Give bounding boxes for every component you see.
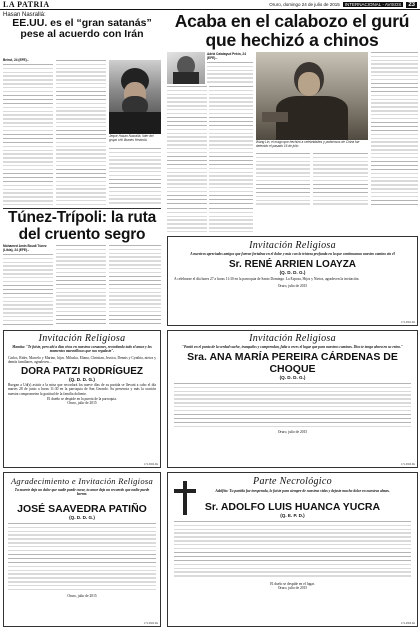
ad-title: Invitación Religiosa [249,240,336,251]
ad-invitacion-arrien: Invitación Religiosa A nuestros apreciados amigos que fueron fortaleza en el dolor y más con la tristeza profunda en la que continuamos nuestro camino sin él Sr. RENÉ ARRIEN LOAYZA (Q. D. D. G.) A celebrarse el día lunes 27 a horas 11:30 en la parroquia de Santo Domingo. La Esposa, Hijos y Nietos, agradecen la invitación. Oruro, julio de 2015 171-0301-FE [167,236,418,326]
story-nasrallah [3,12,161,40]
story-body-col3 [109,148,161,205]
ad-verse: "Partió en el punto de la verdad vuelve, tranquilos y comprendan, falta a veces el lugar que para nuestros caminos. Dios te tenga ahora en su reino." [181,345,404,349]
wang-lin-main-photo [256,52,368,140]
ad-footer: Oruro, julio de 2015 [67,593,97,598]
ad-verse: A nuestros apreciados amigos que fueron fortaleza en el dolor y más con la tristeza profunda en la que continuamos nuestro camino sin él [190,252,395,256]
masthead [0,0,420,10]
ad-invitacion-patzi: Invitación Religiosa Mamita: "Te fuiste, pero ahí a días vivos en nuestros corazones, recordando todo el amor y los momentos maravillosos que nos regalaste". Carlos, Rider, Marcelo y Marino, hijos. Miluska, Eliana, Christian, Jessica, Dennis y Cynthia, nietos y demás familiares, agradecen... DORA PATZI RODRÍGUEZ (Q. D. D. G.) Ruegan a Ud(s) asistir a la misa que recordará los nueve días de su partida se llevará a cabo el día martes 28 de junio a horas 11:30 en la parroquia de San Gerardo. Su presencia y más la oración nuestra comprometen la gratitud de la familia doliente. El dueño se despide en la puerta de la parroquia. Oruro, julio de 2015 171-0302-FE [3,330,161,468]
cross-icon [174,481,196,515]
story-title: Túnez-Trípoli: la ruta del cruento segro [7,209,157,243]
issue-date: Oruro, domingo 24 de julio de 2015 [269,2,340,7]
story-body-col2 [56,60,106,205]
ad-verse: Adolfito: Tu partida fue inesperada, lo fuiste para siempre de nuestras vidas y dejaste mucho dolor en nuestras almas. [215,489,390,493]
ad-body [174,521,411,579]
ad-names: Carlos, Rider, Marcelo y Marino, hijos. Miluska, Eliana, Christian, Jessica, Dennis y Cynthia, nietos y demás familiares, agradecen... [8,355,156,365]
story-title: EE.UU. es el “gran satanás” pese al acuerdo con Irán [12,17,152,40]
ad-body [8,523,156,591]
ad-dgd: (Q. D. D. G.) [69,514,95,520]
story-kicker: Hasan Nasrallá: [3,12,46,18]
ad-deceased-name: JOSÉ SAAVEDRA PATIÑO [17,502,147,515]
story-byline: Mohamed Amin Boudi Túnez (Libia), 24 (EFE).- [3,244,47,252]
story-body-col4 [313,153,368,206]
ad-title: Agradecimiento e Invitación Religiosa [10,476,154,486]
nasrallah-photo [109,60,161,134]
ad-date: Oruro, julio de 2015 [277,586,308,591]
ad-body: A celebrarse el día lunes 27 a horas 11:30 en la parroquia de Santo Domingo. La Esposa, Hijos y Nietos, agradecen la invitación. [174,277,360,282]
ad-body [174,383,411,427]
story-body-col1 [3,64,53,205]
ad-dgd: (Q. D. D. G.) [69,377,95,383]
ad-footer: El duelo se despide en el lugar. [270,582,315,587]
story2-body-tail1 [167,208,207,233]
section-tag: INTERNACIONAL - AVISOS [344,2,402,7]
ad-footer: El dueño se despide en la puerta de la parroquia. [47,396,117,401]
story-body-intro [207,62,253,84]
story-tunez-tripoli [3,210,161,243]
ad-dgd: (Q. D. D. G.) [279,270,306,276]
ad-title: Parte Necrológico [253,476,332,487]
wang-lin-small-photo [167,52,205,84]
story-body-col2 [56,245,106,325]
ad-date: Oruro, julio de 2015 [67,400,97,405]
ad-deceased-name: Sr. ADOLFO LUIS HUANCA YUCRA [204,501,381,514]
ad-footer: Oruro, julio de 2015 [277,430,308,435]
ad-dgd: (Q. E. P. D.) [280,513,305,519]
ad-footer: Oruro, julio de 2015 [277,283,308,288]
story-body-col1 [3,254,53,325]
story-byline: Adrià Calatayud Pekín, 24 (EFE).- [207,52,246,60]
ad-deceased-name: Sra. ANA MARÍA PEREIRA CÁRDENAS DE CHOQUE [187,351,398,375]
ad-deceased-name: DORA PATZI RODRÍGUEZ [20,366,144,378]
ad-title: Invitación Religiosa [38,333,126,344]
wang-lin-caption: Wang Lin, el mago que hechizó a celebridades y poderosos de China fue detenido el pasado 16 de julio [256,140,360,148]
ad-parte-necrologico-huanca: Parte Necrológico Adolfito: Tu partida fue inesperada, lo fuiste para siempre de nuestras vidas y dejaste mucho dolor en nuestras almas. Sr. ADOLFO LUIS HUANCA YUCRA (Q. E. P. D.) El duelo se despide en el lugar. Oruro, julio de 2015 171-0305-FE [167,472,418,627]
story-body-col3 [109,245,161,325]
ad-title: Invitación Religiosa [249,333,336,344]
story-wang-lin [166,12,418,50]
ad-body: Ruegan a Ud(s) asistir a la misa que recordará los nueve días de su partida se llevará a cabo el día martes 28 de junio a horas 11:30 en la parroquia de San Gerardo. Su presencia y más la oración nuestra comprometen la gratitud de la familia doliente. [8,383,156,396]
newspaper-logo: LA PATRIA [3,0,50,9]
ad-invitacion-pereira: Invitación Religiosa "Partió en el punto de la verdad vuelve, tranquilos y comprendan, falta a veces el lugar que para nuestros caminos. Dios te tenga ahora en su reino." Sra. ANA MARÍA PEREIRA CÁRDENAS DE CHOQUE (Q. D. D. G.) Oruro, julio de 2015 171-0303-FE [167,330,418,468]
ad-verse: Mamita: "Te fuiste, pero ahí a días vivos en nuestros corazones, recordando todo el amor y los momentos maravillosos que nos regalaste". [12,345,152,354]
ad-dgd: (Q. D. D. G.) [279,375,306,381]
story-body-col5 [371,52,418,206]
ad-agradecimiento-saavedra: Agradecimiento e Invitación Religiosa Tu muerte deja un dolor que nadie puede curar, tu amor deja un recuerdo que nadie puede borrar. JOSÉ SAAVEDRA PATIÑO (Q. D. D. G.) Oruro, julio de 2015 171-0304-FE [3,472,161,627]
story-body-col3 [256,153,310,206]
page-number: 23 [408,1,415,8]
story2-body-tail2 [209,208,253,233]
ad-verse: Tu muerte deja un dolor que nadie puede curar, tu amor deja un recuerdo que nadie puede borrar. [14,488,150,497]
story-body-col2 [209,86,253,206]
story-title: Acaba en el calabozo el gurú que hechizó a chinos [174,11,410,50]
nasrallah-caption: Jeque Hasan Nasrallá, líder del grupo chií libanés Hezbolá. [109,134,154,142]
story-byline: Beirut, 24 (EFE).- [3,58,29,62]
ad-deceased-name: Sr. RENÉ ARRIEN LOAYZA [228,259,357,271]
story-body-col1 [167,86,207,206]
